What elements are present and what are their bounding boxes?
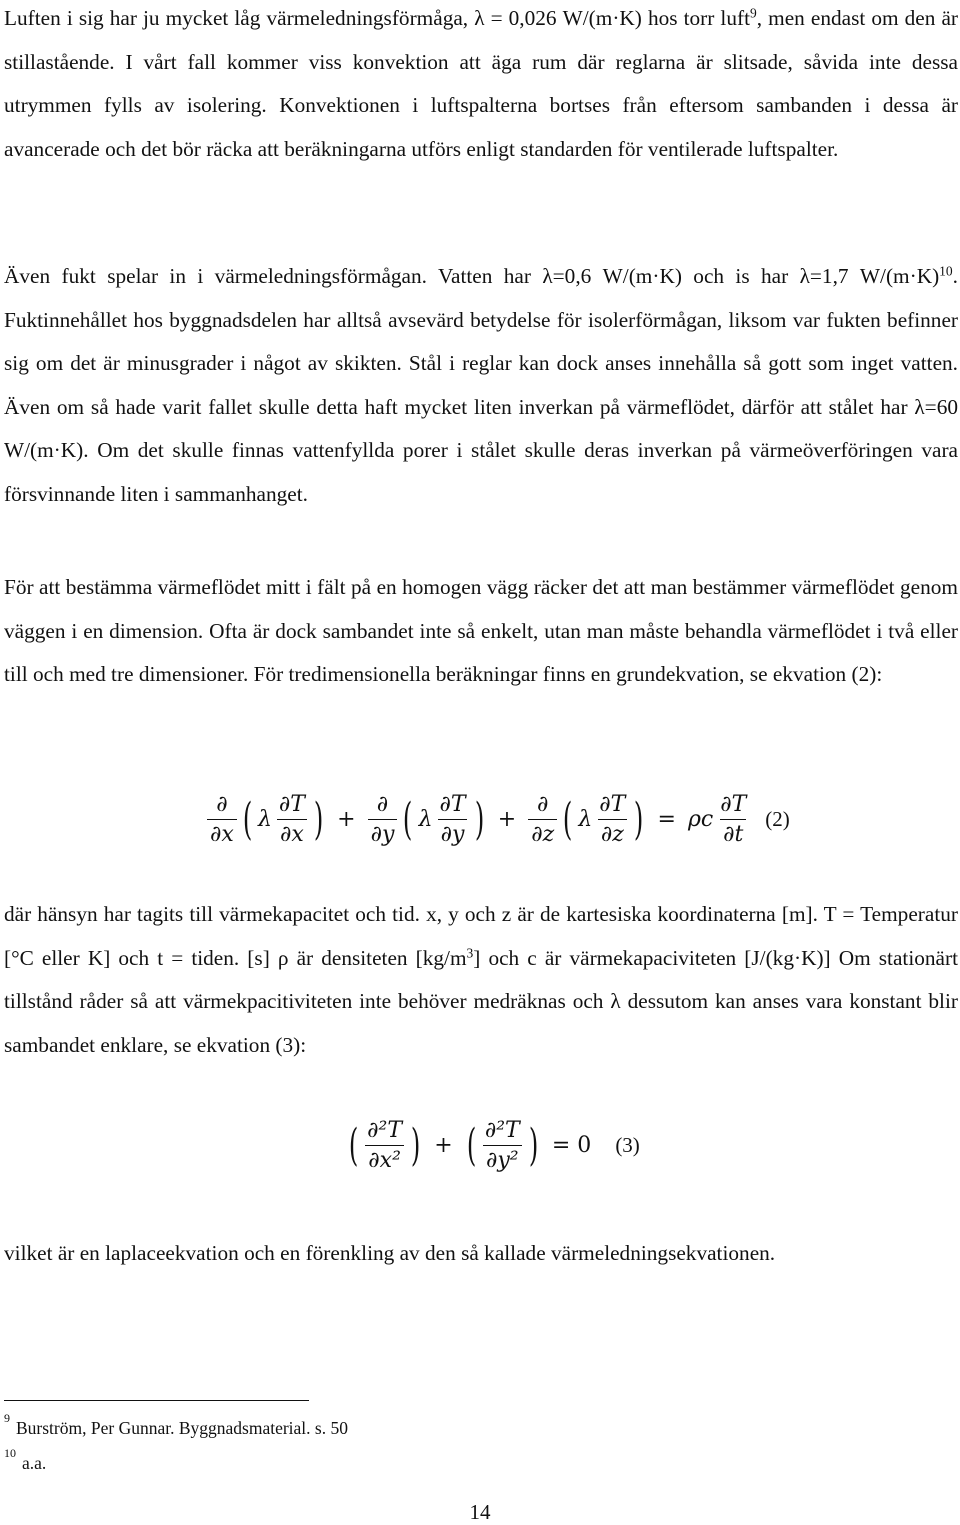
footnote-number: 9 [4,1411,10,1425]
eq2-frac-numerator: ∂T [599,792,626,817]
paren-open: ( [242,793,253,845]
paren-open: ( [403,793,413,845]
footnote-text: Burström, Per Gunnar. Byggnadsmaterial. s. 50 [16,1418,348,1438]
eq2-frac-denominator: ∂z [528,819,557,847]
eq2-frac-dTdx [276,792,308,847]
eq2-frac-denominator: ∂z [598,819,627,847]
footnote-separator [4,1400,309,1401]
paragraph-laplace [4,1232,958,1276]
paren-open: ( [466,1119,476,1171]
eq3-frac-y [482,1118,523,1173]
eq3-frac-numerator: ∂²T [367,1118,403,1143]
eq3-frac-numerator: ∂²T [484,1118,520,1143]
paragraph-text: , men endast om den är stillastående. I vårt fall kommer viss konvektion att äga rum där reglarna är slitsade, såvida inte dessa utrymmen fylls av isolering. Konvektionen i luftspalterna bortses från eftersom sambanden i dessa är avancerade och det bör räcka att beräkningarna utförs enligt standarden för ventilerade luftspalter. [4,6,958,161]
eq2-frac-numerator: ∂T [278,792,305,817]
paragraph-text: Även fukt spelar in i värmeledningsförmågan. Vatten har λ=0,6 W/(m·K) och is har λ=1,7 W/(m·K) [4,264,940,288]
equation-3 [345,1118,640,1173]
paragraph-text: . Fuktinnehållet hos byggnadsdelen har alltså avsevärd betydelse för isolerförmågan, liksom var fukten befinner sig om det är minusgrader i något av skikten. Stål i reglar kan dock anses innehålla så gott som inget vatten. Även om så hade varit fallet skulle detta haft mycket liten inverkan på värmeflödet, därför att stålet har λ=60 W/(m·K). Om det skulle finnas vattenfyllda porer i stålet skulle deras inverkan på värmeöverföringen vara försvinnande liten i sammanhanget. [4,264,958,506]
eq2-lambda: λ [418,807,433,832]
equation-number-3: (3) [615,1133,640,1157]
footnote-10 [4,1446,47,1474]
eq2-frac-denominator: ∂y [368,819,398,847]
eq3-frac-denominator: ∂y² [483,1145,522,1173]
eq2-lambda: λ [257,807,272,832]
eq2-lambda: λ [578,807,593,832]
eq2-frac-numerator: ∂T [439,792,466,817]
paragraph-equation-explanation [4,893,958,1067]
eq3-equals: = 0 [551,1133,592,1158]
eq2-frac-denominator: ∂x [277,819,307,847]
footnote-9 [4,1411,348,1439]
equation-number-2: (2) [765,807,790,831]
paren-close: ) [528,1119,539,1171]
footnote-number: 10 [4,1446,16,1460]
paragraph-text: För att bestämma värmeflödet mitt i fält på en homogen vägg räcker det att man bestämmer värmeflödet genom väggen i en dimension. Ofta är dock sambandet inte så enkelt, utan man måste behandla värmeflödet i två eller till och med tre dimensioner. För tredimensionella beräkningar finns en grundekvation, se ekvation (2): [4,575,958,687]
eq2-rho-c: ρc [687,807,714,832]
eq2-frac-denominator: ∂t [720,819,746,847]
paren-close: ) [634,793,644,845]
eq2-plus: + [337,807,356,832]
paragraph-heat-flow [4,566,958,697]
paragraph-text: vilket är en laplaceekvation och en förenkling av den så kallade värmeledningsekvationen. [4,1241,776,1265]
eq2-frac-dTdt [717,792,749,847]
eq2-frac-dx [207,792,237,847]
footnote-ref-10: 10 [939,263,953,279]
eq2-frac-numerator: ∂ [376,792,389,817]
paragraph-air-conductivity [4,0,958,171]
eq3-plus: + [434,1133,453,1158]
superscript-exponent: 3 [466,945,474,961]
eq2-frac-dy [368,792,398,847]
eq2-frac-dTdy [437,792,469,847]
eq2-frac-numerator: ∂ [216,792,228,817]
footnote-ref-9: 9 [750,5,757,21]
paren-open: ( [563,793,573,845]
paragraph-moisture [4,255,958,517]
paren-close: ) [313,793,324,845]
paragraph-text: ] och c är värmekapaciviteten [J/(kg·K)] Om stationärt tillstånd råder så att värmekpacitiviteten inte behöver medräknas och λ dessutom kan anses vara konstant blir sambandet enklare, se ekvation (3): [4,945,959,1057]
eq2-frac-dTdz [596,792,628,847]
eq2-frac-dz [528,792,557,847]
paren-close: ) [410,1119,421,1171]
paren-close: ) [474,793,484,845]
eq2-equals: = [657,807,676,832]
page-number: 14 [469,1500,491,1524]
eq2-plus: + [497,807,517,832]
eq3-frac-denominator: ∂x² [365,1145,404,1173]
eq2-frac-denominator: ∂y [438,819,468,847]
footnote-text: a.a. [22,1453,47,1473]
paren-open: ( [348,1119,359,1171]
paragraph-text: Luften i sig har ju mycket låg värmeledningsförmåga, λ = 0,026 W/(m·K) hos torr luft [4,6,750,30]
paragraph-text: där hänsyn har tagits till värmekapacitet och tid. x, y och z är de kartesiska koordinaterna [m]. T = Temperatur [°C eller K] och t = tiden. [s] ρ är densiteten [kg/m [4,902,958,970]
eq3-frac-x [364,1118,405,1173]
eq2-frac-numerator: ∂T [720,792,747,817]
eq2-frac-numerator: ∂ [536,792,549,817]
equation-2 [205,792,790,847]
eq2-frac-denominator: ∂x [207,819,237,847]
